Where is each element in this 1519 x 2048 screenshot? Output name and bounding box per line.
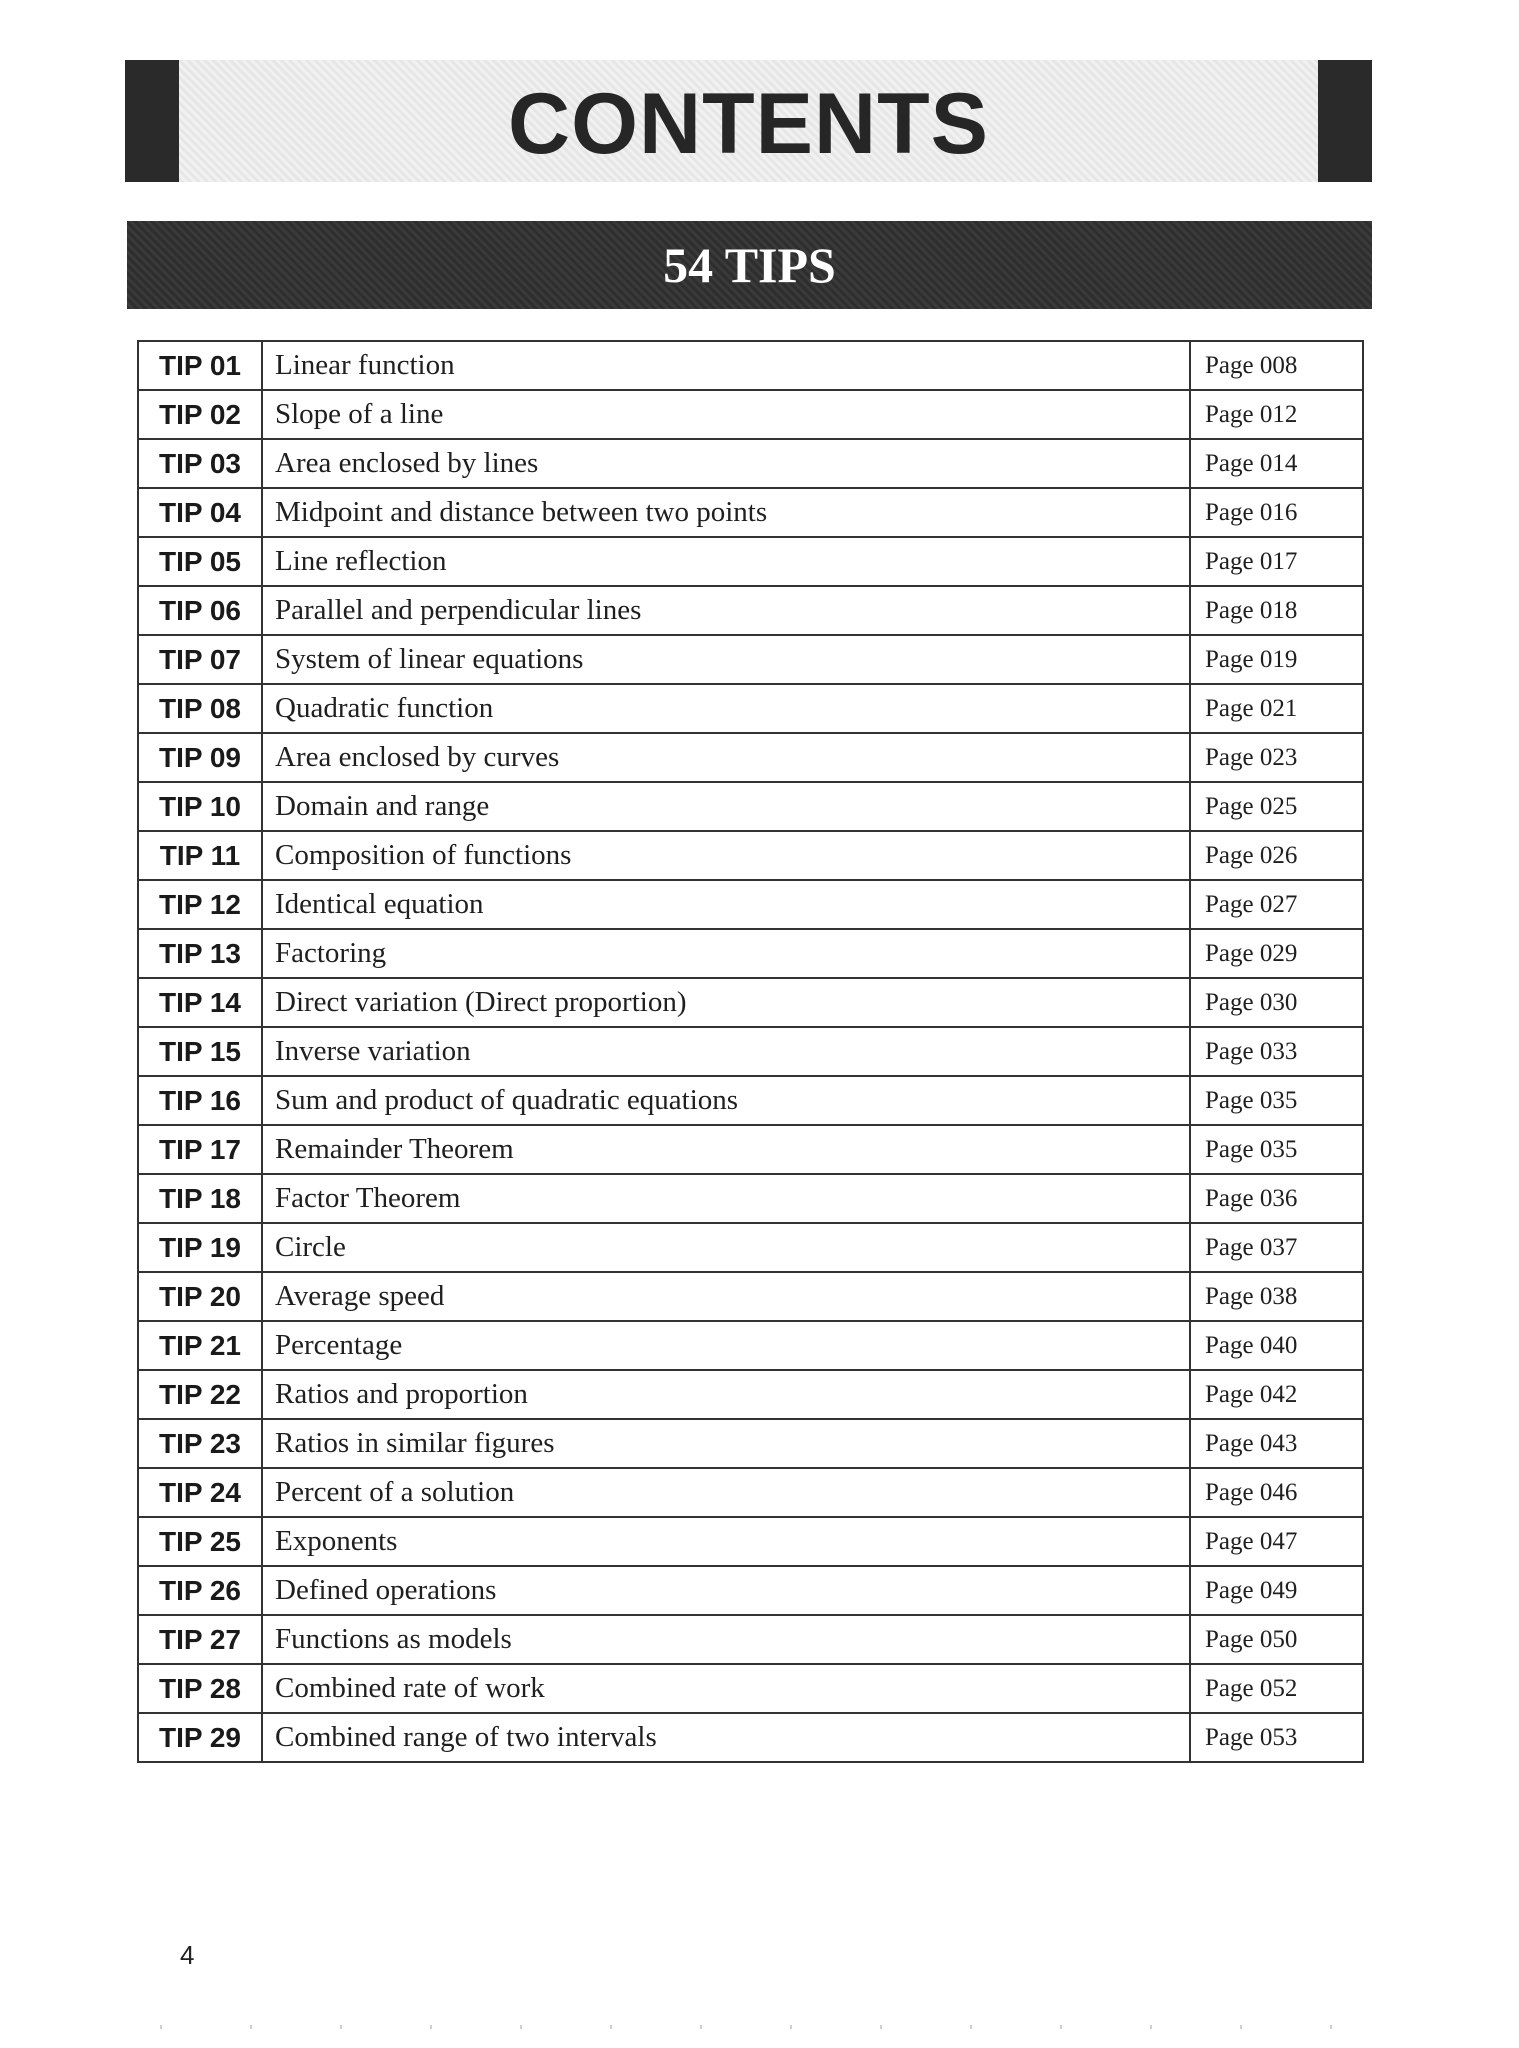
tip-title: Linear function <box>262 341 1190 390</box>
tip-title: Area enclosed by lines <box>262 439 1190 488</box>
subtitle-band <box>127 221 1372 309</box>
tip-title: Midpoint and distance between two points <box>262 488 1190 537</box>
tip-page-ref: Page 014 <box>1190 439 1363 488</box>
tip-number: TIP 01 <box>138 341 262 390</box>
toc-row[interactable] <box>138 684 1363 733</box>
tip-number: TIP 13 <box>138 929 262 978</box>
tip-title: Factoring <box>262 929 1190 978</box>
tip-number: TIP 10 <box>138 782 262 831</box>
toc-row[interactable] <box>138 537 1363 586</box>
tip-title: Circle <box>262 1223 1190 1272</box>
tip-title: Identical equation <box>262 880 1190 929</box>
tip-page-ref: Page 035 <box>1190 1076 1363 1125</box>
tip-page-ref: Page 025 <box>1190 782 1363 831</box>
tip-title: Combined range of two intervals <box>262 1713 1190 1762</box>
tip-page-ref: Page 053 <box>1190 1713 1363 1762</box>
tip-title: Ratios in similar figures <box>262 1419 1190 1468</box>
scan-artifact-dots <box>160 2025 1360 2029</box>
toc-row[interactable] <box>138 488 1363 537</box>
tip-title: Functions as models <box>262 1615 1190 1664</box>
tip-number: TIP 17 <box>138 1125 262 1174</box>
toc-row[interactable] <box>138 1664 1363 1713</box>
tip-number: TIP 28 <box>138 1664 262 1713</box>
tip-number: TIP 14 <box>138 978 262 1027</box>
tip-page-ref: Page 050 <box>1190 1615 1363 1664</box>
tip-page-ref: Page 012 <box>1190 390 1363 439</box>
tip-number: TIP 11 <box>138 831 262 880</box>
tip-title: Slope of a line <box>262 390 1190 439</box>
toc-table <box>137 340 1364 1763</box>
tip-page-ref: Page 036 <box>1190 1174 1363 1223</box>
tip-page-ref: Page 033 <box>1190 1027 1363 1076</box>
toc-row[interactable] <box>138 1321 1363 1370</box>
tip-number: TIP 24 <box>138 1468 262 1517</box>
tip-title: System of linear equations <box>262 635 1190 684</box>
toc-row[interactable] <box>138 978 1363 1027</box>
tip-page-ref: Page 030 <box>1190 978 1363 1027</box>
tip-title: Area enclosed by curves <box>262 733 1190 782</box>
toc-row[interactable] <box>138 635 1363 684</box>
tip-page-ref: Page 027 <box>1190 880 1363 929</box>
toc-row[interactable] <box>138 1468 1363 1517</box>
tip-number: TIP 20 <box>138 1272 262 1321</box>
tip-page-ref: Page 021 <box>1190 684 1363 733</box>
tip-number: TIP 25 <box>138 1517 262 1566</box>
toc-row[interactable] <box>138 880 1363 929</box>
tip-number: TIP 06 <box>138 586 262 635</box>
tip-title: Remainder Theorem <box>262 1125 1190 1174</box>
tip-number: TIP 07 <box>138 635 262 684</box>
tip-page-ref: Page 008 <box>1190 341 1363 390</box>
tip-number: TIP 19 <box>138 1223 262 1272</box>
toc-body <box>138 341 1363 1762</box>
tip-page-ref: Page 047 <box>1190 1517 1363 1566</box>
toc-row[interactable] <box>138 1370 1363 1419</box>
toc-row[interactable] <box>138 390 1363 439</box>
toc-row[interactable] <box>138 831 1363 880</box>
tip-title: Domain and range <box>262 782 1190 831</box>
tip-title: Parallel and perpendicular lines <box>262 586 1190 635</box>
toc-row[interactable] <box>138 1223 1363 1272</box>
toc-row[interactable] <box>138 733 1363 782</box>
tip-number: TIP 16 <box>138 1076 262 1125</box>
tip-page-ref: Page 052 <box>1190 1664 1363 1713</box>
toc-row[interactable] <box>138 1174 1363 1223</box>
tip-page-ref: Page 023 <box>1190 733 1363 782</box>
toc-row[interactable] <box>138 439 1363 488</box>
tip-page-ref: Page 038 <box>1190 1272 1363 1321</box>
tip-number: TIP 15 <box>138 1027 262 1076</box>
tip-page-ref: Page 018 <box>1190 586 1363 635</box>
tip-title: Average speed <box>262 1272 1190 1321</box>
tip-number: TIP 27 <box>138 1615 262 1664</box>
page-number: 4 <box>180 1940 195 1970</box>
tip-number: TIP 02 <box>138 390 262 439</box>
tip-title: Composition of functions <box>262 831 1190 880</box>
tip-page-ref: Page 016 <box>1190 488 1363 537</box>
tip-number: TIP 18 <box>138 1174 262 1223</box>
tip-page-ref: Page 017 <box>1190 537 1363 586</box>
tip-page-ref: Page 026 <box>1190 831 1363 880</box>
tip-page-ref: Page 049 <box>1190 1566 1363 1615</box>
toc-row[interactable] <box>138 341 1363 390</box>
toc-row[interactable] <box>138 1272 1363 1321</box>
tip-title: Percentage <box>262 1321 1190 1370</box>
tip-number: TIP 04 <box>138 488 262 537</box>
tip-title: Defined operations <box>262 1566 1190 1615</box>
tip-page-ref: Page 029 <box>1190 929 1363 978</box>
tip-title: Combined rate of work <box>262 1664 1190 1713</box>
tip-page-ref: Page 035 <box>1190 1125 1363 1174</box>
tip-page-ref: Page 019 <box>1190 635 1363 684</box>
toc-row[interactable] <box>138 1125 1363 1174</box>
tip-page-ref: Page 046 <box>1190 1468 1363 1517</box>
tip-title: Sum and product of quadratic equations <box>262 1076 1190 1125</box>
tip-page-ref: Page 042 <box>1190 1370 1363 1419</box>
tip-number: TIP 21 <box>138 1321 262 1370</box>
tip-number: TIP 23 <box>138 1419 262 1468</box>
tip-number: TIP 12 <box>138 880 262 929</box>
tip-number: TIP 09 <box>138 733 262 782</box>
tip-number: TIP 29 <box>138 1713 262 1762</box>
tip-title: Direct variation (Direct proportion) <box>262 978 1190 1027</box>
tip-number: TIP 05 <box>138 537 262 586</box>
tip-number: TIP 22 <box>138 1370 262 1419</box>
toc-row[interactable] <box>138 782 1363 831</box>
toc-row[interactable] <box>138 586 1363 635</box>
tip-title: Ratios and proportion <box>262 1370 1190 1419</box>
tip-page-ref: Page 040 <box>1190 1321 1363 1370</box>
page-title: CONTENTS <box>508 76 989 172</box>
tip-page-ref: Page 043 <box>1190 1419 1363 1468</box>
tip-page-ref: Page 037 <box>1190 1223 1363 1272</box>
toc-row[interactable] <box>138 1419 1363 1468</box>
toc-row[interactable] <box>138 1566 1363 1615</box>
toc-row[interactable] <box>138 1713 1363 1762</box>
tip-title: Exponents <box>262 1517 1190 1566</box>
subtitle: 54 TIPS <box>663 237 836 293</box>
toc-row[interactable] <box>138 1517 1363 1566</box>
tip-title: Factor Theorem <box>262 1174 1190 1223</box>
tip-number: TIP 26 <box>138 1566 262 1615</box>
tip-title: Quadratic function <box>262 684 1190 733</box>
tip-number: TIP 03 <box>138 439 262 488</box>
tip-number: TIP 08 <box>138 684 262 733</box>
toc-row[interactable] <box>138 1615 1363 1664</box>
tip-title: Line reflection <box>262 537 1190 586</box>
tip-title: Percent of a solution <box>262 1468 1190 1517</box>
toc-row[interactable] <box>138 929 1363 978</box>
toc-row[interactable] <box>138 1076 1363 1125</box>
tip-title: Inverse variation <box>262 1027 1190 1076</box>
toc-row[interactable] <box>138 1027 1363 1076</box>
